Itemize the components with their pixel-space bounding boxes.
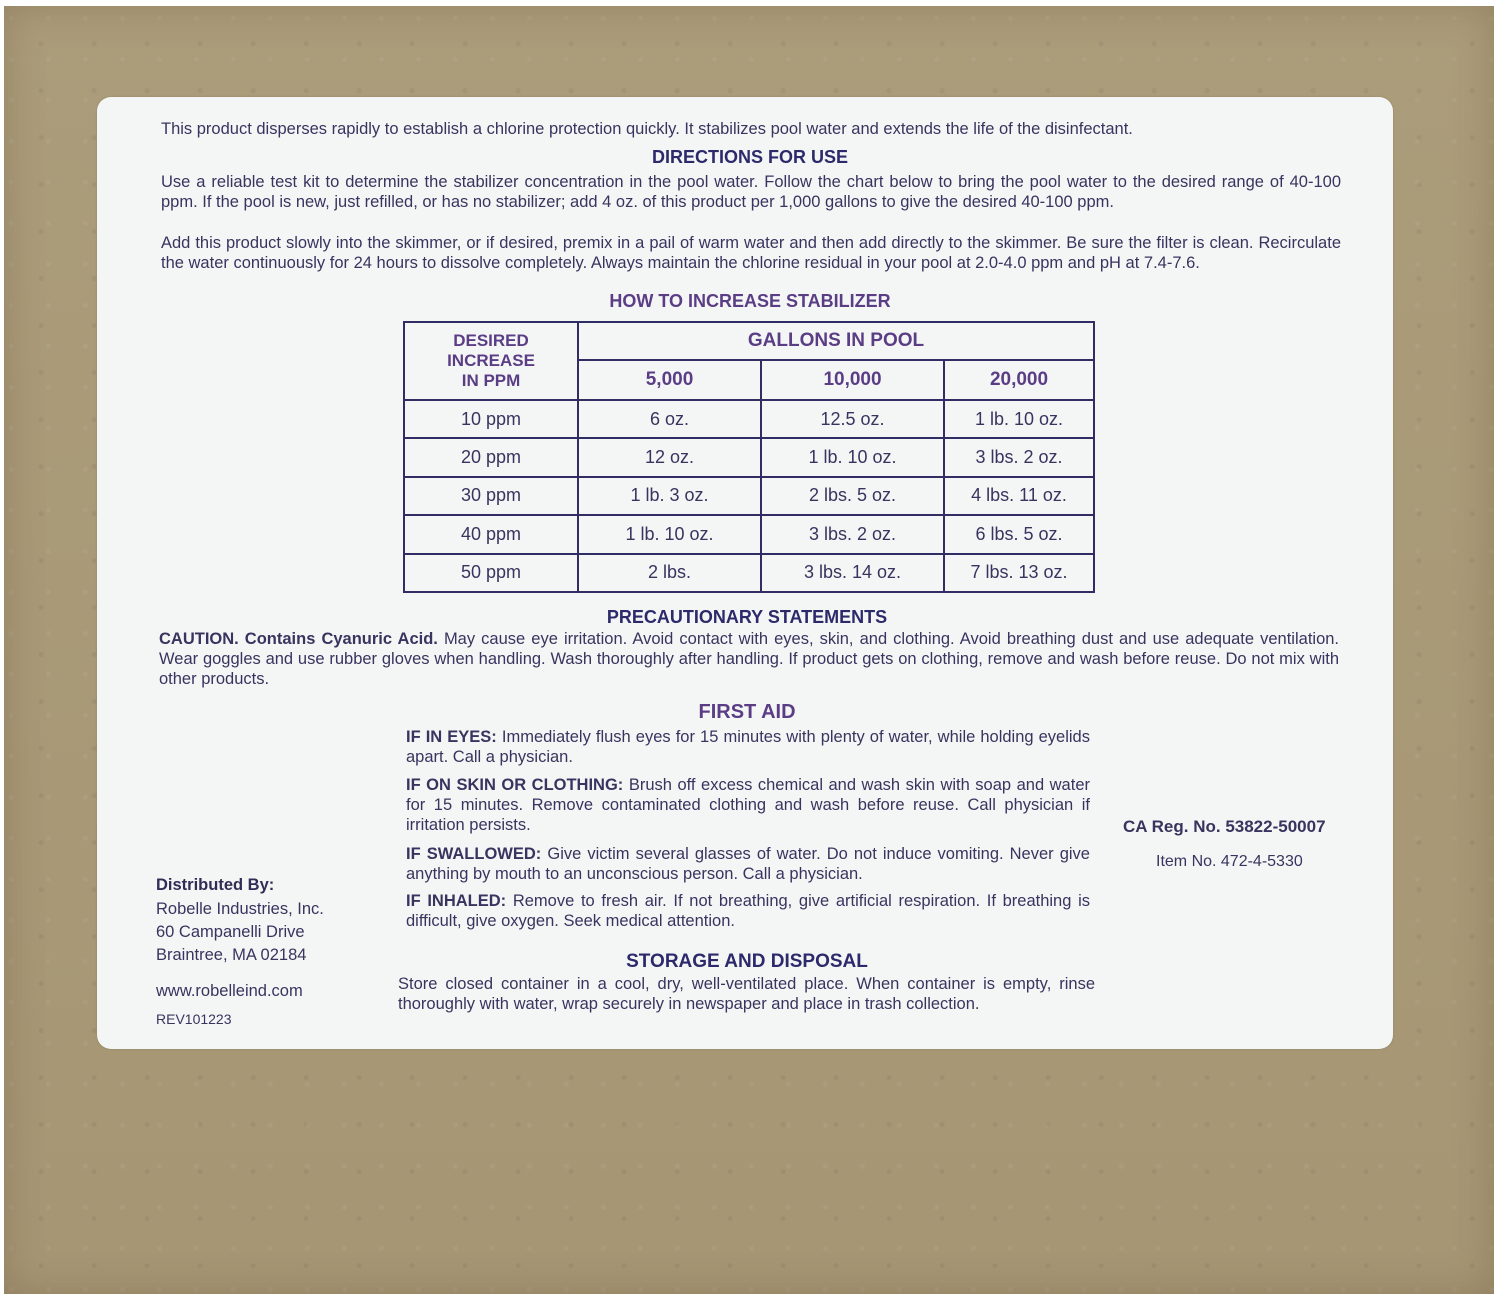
first-aid-body: Immediately flush eyes for 15 minutes with plenty of water, while holding eyelids apart. Call a physician.: [406, 728, 1090, 766]
col-header: 5,000: [578, 360, 761, 400]
row-header: [404, 322, 578, 400]
item-number: Item No. 472-4-5330: [1156, 853, 1303, 870]
table-cell: 1 lb. 10 oz.: [578, 515, 761, 553]
table-cell: 1 lb. 10 oz.: [761, 438, 944, 476]
ppm-cell: 50 ppm: [404, 554, 578, 592]
ppm-cell: 20 ppm: [404, 438, 578, 476]
table-cell: 2 lbs. 5 oz.: [761, 477, 944, 515]
table-cell: 3 lbs. 2 oz.: [761, 515, 944, 553]
first-aid-body: Remove to fresh air. If not breathing, give artificial respiration. If breathing is difficult, give oxygen. Seek medical attention.: [406, 892, 1090, 930]
directions-para-1: Use a reliable test kit to determine the stabilizer concentration in the pool water. Follow the chart below to bring the pool water to the desired range of 40-100 ppm. If the pool is new, just refilled, or has no stabilizer; add 4 oz. of this product per 1,000 gallons to give the desired 40-100 ppm.: [161, 173, 1341, 211]
table-row: [404, 554, 1094, 592]
first-aid-lead: IF INHALED:: [406, 892, 507, 910]
table-cell: 3 lbs. 14 oz.: [761, 554, 944, 592]
first-aid-lead: IF SWALLOWED:: [406, 845, 542, 863]
col-header: 10,000: [761, 360, 944, 400]
product-label: [97, 97, 1393, 1049]
table-row: [404, 400, 1094, 438]
ppm-cell: 10 ppm: [404, 400, 578, 438]
first-aid-body: Brush off excess chemical and wash skin with soap and water for 15 minutes. Remove contaminated clothing and wash before reuse. Call physician if irritation persists.: [406, 776, 1090, 834]
distributor-address-1: 60 Campanelli Drive: [156, 923, 305, 941]
distributor-address-2: Braintree, MA 02184: [156, 946, 307, 964]
table-row: [404, 438, 1094, 476]
table-cell: 6 lbs. 5 oz.: [944, 515, 1094, 553]
caution-lead: CAUTION. Contains Cyanuric Acid.: [159, 630, 438, 648]
distributor-name: Robelle Industries, Inc.: [156, 900, 324, 918]
first-aid-body: Give victim several glasses of water. Do not induce vomiting. Never give anything by mouth to an unconscious person. Call a physician.: [406, 845, 1090, 883]
table-cell: 12 oz.: [578, 438, 761, 476]
storage-heading: STORAGE AND DISPOSAL: [626, 951, 868, 972]
col-header: 20,000: [944, 360, 1094, 400]
table-heading: HOW TO INCREASE STABILIZER: [609, 291, 891, 311]
stabilizer-table: [403, 321, 1095, 593]
first-aid-lead: IF IN EYES:: [406, 728, 497, 746]
ca-reg-number: CA Reg. No. 53822-50007: [1123, 817, 1326, 836]
table-cell: 2 lbs.: [578, 554, 761, 592]
distributor-heading: Distributed By:: [156, 876, 275, 894]
storage-text: Store closed container in a cool, dry, well-ventilated place. When container is empty, rinse thoroughly with water, wrap securely in newspaper and place in trash collection.: [398, 975, 1095, 1013]
revision-code: REV101223: [156, 1011, 232, 1027]
precautionary-heading: PRECAUTIONARY STATEMENTS: [606, 607, 888, 627]
first-aid-heading: FIRST AID: [698, 701, 796, 723]
caution-body: May cause eye irritation. Avoid contact with eyes, skin, and clothing. Avoid breathing dust and use adequate ventilation. Wear goggles and use rubber gloves when handling. Wash thoroughly after handling. If product gets on clothing, remove and wash before reuse. Do not mix with other products.: [159, 630, 1340, 688]
table-cell: 4 lbs. 11 oz.: [944, 477, 1094, 515]
directions-para-2: Add this product slowly into the skimmer, or if desired, premix in a pail of warm water and then add directly to the skimmer. Be sure the filter is clean. Recirculate the water continuously for 24 hours to dissolve completely. Always maintain the chlorine residual in your pool at 2.0-4.0 ppm and pH at 7.4-7.6.: [161, 234, 1341, 272]
directions-heading: DIRECTIONS FOR USE: [651, 147, 848, 167]
row-header-label: DESIRED INCREASE IN PPM: [447, 331, 535, 390]
first-aid-inhaled: [406, 891, 1090, 931]
table-cell: 6 oz.: [578, 400, 761, 438]
intro-text: This product disperses rapidly to establish a chlorine protection quickly. It stabilizes pool water and extends the life of the disinfectant.: [161, 120, 1133, 138]
table-cell: 12.5 oz.: [761, 400, 944, 438]
distributor-website: www.robelleind.com: [156, 982, 303, 1000]
table-cell: 1 lb. 3 oz.: [578, 477, 761, 515]
first-aid-lead: IF ON SKIN OR CLOTHING:: [406, 776, 624, 794]
table-cell: 1 lb. 10 oz.: [944, 400, 1094, 438]
table-row: [404, 515, 1094, 553]
table-cell: 3 lbs. 2 oz.: [944, 438, 1094, 476]
precautionary-text: [159, 629, 1339, 689]
ppm-cell: 30 ppm: [404, 477, 578, 515]
table-row: [404, 477, 1094, 515]
first-aid-swallowed: [406, 844, 1090, 884]
first-aid-eyes: [406, 727, 1090, 767]
table-cell: 7 lbs. 13 oz.: [944, 554, 1094, 592]
first-aid-skin: [406, 775, 1090, 835]
col-group-header: GALLONS IN POOL: [578, 322, 1094, 360]
ppm-cell: 40 ppm: [404, 515, 578, 553]
